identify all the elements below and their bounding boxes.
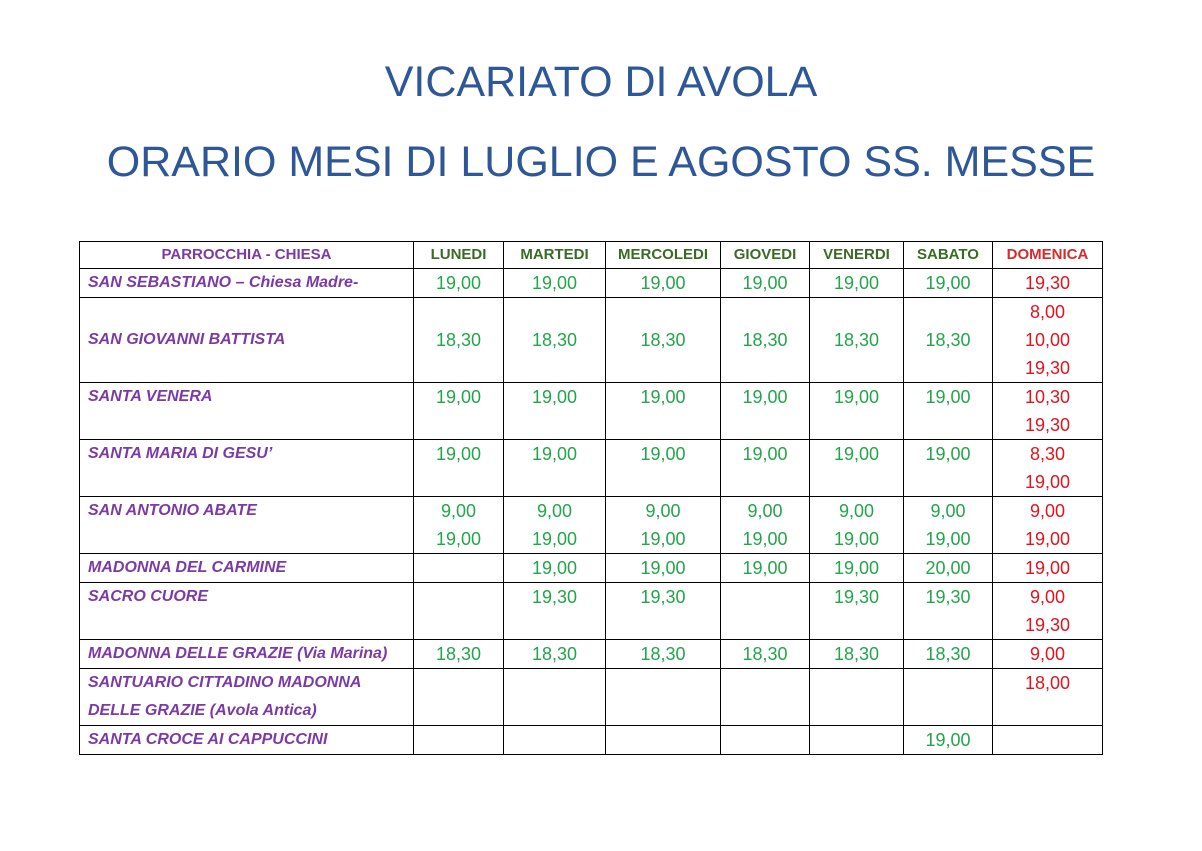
mass-time-cell <box>504 383 606 440</box>
mass-time: 19,30 <box>1024 273 1071 293</box>
mass-time: 19,00 <box>531 387 578 407</box>
parish-name: SACRO CUORE <box>80 583 414 640</box>
parish-name: SANTA MARIA DI GESU’ <box>80 440 414 497</box>
mass-time-cell <box>810 583 904 640</box>
mass-time-cell <box>810 383 904 440</box>
mass-time-cell <box>810 554 904 583</box>
mass-time-cell <box>414 583 504 640</box>
mass-time: 19,00 <box>640 444 686 464</box>
mass-time-cell <box>606 269 721 298</box>
mass-time-cell <box>904 440 993 497</box>
mass-time-cell <box>504 726 606 755</box>
mass-time: 19,30 <box>1024 415 1071 435</box>
mass-time-cell <box>810 726 904 755</box>
mass-time: 19,00 <box>925 529 971 549</box>
mass-time-cell <box>721 640 810 669</box>
mass-time: 19,00 <box>640 273 686 293</box>
table-row <box>80 669 1103 726</box>
mass-time-cell <box>904 583 993 640</box>
parish-name: SAN ANTONIO ABATE <box>80 497 414 554</box>
mass-time-cell <box>606 497 721 554</box>
mass-time: 19,00 <box>435 444 482 464</box>
mass-time: 19,30 <box>833 587 880 607</box>
mass-time: 19,00 <box>640 387 686 407</box>
table-row <box>80 640 1103 669</box>
mass-time: 19,00 <box>531 529 578 549</box>
header-day: GIOVEDI <box>721 242 810 269</box>
parish-name: SANTUARIO CITTADINO MADONNA DELLE GRAZIE (Avola Antica) <box>80 669 414 726</box>
mass-time-cell <box>810 269 904 298</box>
mass-time: 19,00 <box>742 387 788 407</box>
mass-time: 18,30 <box>742 644 788 664</box>
mass-time-cell <box>904 726 993 755</box>
mass-time: 9,00 <box>440 501 477 521</box>
mass-time-cell <box>721 669 810 726</box>
header-day: SABATO <box>904 242 993 269</box>
mass-time: 18,30 <box>833 330 880 350</box>
mass-time: 9,00 <box>1029 501 1066 521</box>
mass-time: 19,30 <box>640 587 686 607</box>
header-parish: PARROCCHIA - CHIESA <box>80 242 414 269</box>
mass-time: 19,00 <box>833 558 880 578</box>
mass-time: 19,00 <box>925 273 971 293</box>
mass-schedule-table <box>79 241 1103 755</box>
table-row <box>80 298 1103 383</box>
mass-time-cell <box>993 669 1103 726</box>
mass-time: 9,00 <box>645 501 681 521</box>
mass-time-cell <box>504 298 606 383</box>
mass-time: 19,00 <box>742 558 788 578</box>
mass-time-cell <box>993 726 1103 755</box>
mass-time-cell <box>993 640 1103 669</box>
mass-time: 19,00 <box>925 730 971 750</box>
mass-time: 19,00 <box>833 387 880 407</box>
mass-time: 19,00 <box>435 529 482 549</box>
table-row <box>80 497 1103 554</box>
mass-time: 19,00 <box>1024 529 1071 549</box>
mass-time: 18,30 <box>435 644 482 664</box>
header-day: MARTEDI <box>504 242 606 269</box>
mass-time-cell <box>504 269 606 298</box>
mass-time: 18,00 <box>1024 673 1071 693</box>
mass-time-cell <box>904 497 993 554</box>
mass-time: 9,00 <box>930 501 966 521</box>
mass-time-cell <box>414 640 504 669</box>
mass-time-cell <box>721 583 810 640</box>
mass-time: 19,00 <box>640 529 686 549</box>
mass-time: 18,30 <box>925 330 971 350</box>
mass-time-cell <box>606 726 721 755</box>
mass-time: 19,00 <box>1024 472 1071 492</box>
mass-time-cell <box>414 383 504 440</box>
mass-time: 18,30 <box>435 330 482 350</box>
mass-time-cell <box>810 298 904 383</box>
mass-time-cell <box>904 640 993 669</box>
mass-time-cell <box>504 554 606 583</box>
parish-name: SAN GIOVANNI BATTISTA <box>80 298 414 383</box>
mass-time-cell <box>606 583 721 640</box>
header-day: LUNEDI <box>414 242 504 269</box>
mass-time-cell <box>721 440 810 497</box>
header-row <box>80 242 1103 269</box>
header-day: MERCOLEDI <box>606 242 721 269</box>
mass-time: 19,00 <box>742 444 788 464</box>
mass-time-cell <box>810 640 904 669</box>
mass-time: 19,00 <box>925 444 971 464</box>
mass-time: 19,00 <box>925 387 971 407</box>
mass-time-cell <box>993 383 1103 440</box>
mass-time-cell <box>606 640 721 669</box>
mass-time-cell <box>721 383 810 440</box>
mass-time: 19,00 <box>742 529 788 549</box>
mass-time: 10,30 <box>1024 387 1071 407</box>
mass-time: 19,00 <box>531 558 578 578</box>
parish-name: SANTA VENERA <box>80 383 414 440</box>
mass-time-cell <box>504 440 606 497</box>
mass-time: 10,00 <box>1024 330 1071 350</box>
header-day: VENERDI <box>810 242 904 269</box>
parish-name: MADONNA DELLE GRAZIE (Via Marina) <box>80 640 414 669</box>
mass-time: 19,00 <box>531 273 578 293</box>
mass-time-cell <box>721 726 810 755</box>
mass-time-cell <box>810 497 904 554</box>
mass-time-cell <box>993 298 1103 383</box>
mass-time-cell <box>993 269 1103 298</box>
mass-time: 19,30 <box>925 587 971 607</box>
mass-time: 19,00 <box>1024 558 1071 578</box>
mass-time-cell <box>504 669 606 726</box>
mass-time: 8,00 <box>1029 302 1066 322</box>
mass-time: 19,30 <box>531 587 578 607</box>
parish-name: SANTA CROCE AI CAPPUCCINI <box>80 726 414 755</box>
mass-time: 19,00 <box>640 558 686 578</box>
mass-time-cell <box>504 640 606 669</box>
mass-time: 19,00 <box>833 529 880 549</box>
mass-time: 19,00 <box>435 273 482 293</box>
mass-time-cell <box>993 583 1103 640</box>
mass-time-cell <box>721 554 810 583</box>
mass-time-cell <box>504 583 606 640</box>
table-row <box>80 726 1103 755</box>
mass-time-cell <box>414 269 504 298</box>
mass-time-cell <box>993 497 1103 554</box>
mass-time-cell <box>904 383 993 440</box>
mass-time: 19,00 <box>531 444 578 464</box>
mass-time-cell <box>810 669 904 726</box>
table-row <box>80 269 1103 298</box>
mass-time: 18,30 <box>531 330 578 350</box>
parish-name: SAN SEBASTIANO – Chiesa Madre- <box>80 269 414 298</box>
mass-time-cell <box>606 440 721 497</box>
table-row <box>80 583 1103 640</box>
mass-time-cell <box>810 440 904 497</box>
mass-time-cell <box>606 383 721 440</box>
mass-time: 18,30 <box>742 330 788 350</box>
mass-time-cell <box>606 669 721 726</box>
mass-time-cell <box>904 554 993 583</box>
mass-time-cell <box>606 554 721 583</box>
mass-time-cell <box>414 440 504 497</box>
mass-time: 19,30 <box>1024 615 1071 635</box>
mass-time: 19,00 <box>435 387 482 407</box>
mass-time-cell <box>993 440 1103 497</box>
mass-time: 9,00 <box>747 501 783 521</box>
mass-time: 18,30 <box>925 644 971 664</box>
header-day: DOMENICA <box>993 242 1103 269</box>
parish-name: MADONNA DEL CARMINE <box>80 554 414 583</box>
mass-time-cell <box>606 298 721 383</box>
mass-time: 18,30 <box>531 644 578 664</box>
mass-time: 9,00 <box>536 501 573 521</box>
vicariate-title: VICARIATO DI AVOLA <box>384 58 818 106</box>
mass-time-cell <box>904 669 993 726</box>
mass-time: 19,00 <box>833 273 880 293</box>
mass-time-cell <box>993 554 1103 583</box>
mass-time: 9,00 <box>1029 587 1066 607</box>
mass-time-cell <box>414 726 504 755</box>
mass-time-cell <box>414 554 504 583</box>
mass-time: 18,30 <box>833 644 880 664</box>
mass-time: 8,30 <box>1029 444 1066 464</box>
mass-time: 9,00 <box>1029 644 1066 664</box>
mass-time: 20,00 <box>925 558 971 578</box>
mass-time: 18,30 <box>640 330 686 350</box>
mass-time-cell <box>721 298 810 383</box>
mass-time-cell <box>414 669 504 726</box>
schedule-title: ORARIO MESI DI LUGLIO E AGOSTO SS. MESSE <box>106 138 1096 186</box>
mass-time: 9,00 <box>838 501 875 521</box>
table-row <box>80 440 1103 497</box>
table-row <box>80 554 1103 583</box>
mass-time: 19,00 <box>742 273 788 293</box>
mass-time-cell <box>721 269 810 298</box>
mass-time: 19,00 <box>833 444 880 464</box>
mass-time: 18,30 <box>640 644 686 664</box>
mass-time-cell <box>504 497 606 554</box>
mass-time-cell <box>721 497 810 554</box>
table-row <box>80 383 1103 440</box>
mass-time-cell <box>414 497 504 554</box>
mass-time-cell <box>414 298 504 383</box>
mass-time-cell <box>904 269 993 298</box>
mass-time-cell <box>904 298 993 383</box>
mass-time: 19,30 <box>1024 358 1071 378</box>
